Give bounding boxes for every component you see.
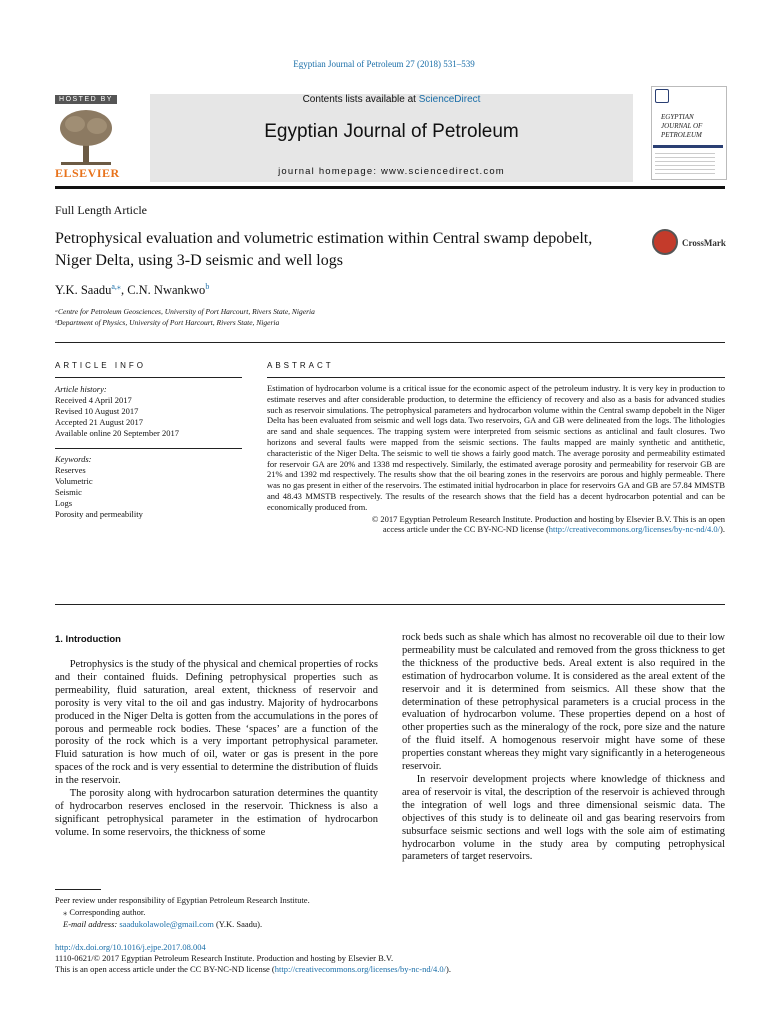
contents-available: Contents lists available at ScienceDirect bbox=[302, 94, 481, 105]
license-note: This is an open access article under the CC BY-NC-ND license (http://creativecommons.org/licenses/by-nc-nd/4.0/). bbox=[55, 964, 451, 974]
crossmark-icon[interactable] bbox=[652, 229, 678, 255]
peer-review-note: Peer review under responsibility of Egyptian Petroleum Research Institute. bbox=[55, 895, 310, 905]
license-link[interactable]: http://creativecommons.org/licenses/by-nc-nd/4.0/ bbox=[548, 524, 721, 535]
paragraph: rock beds such as shale which has almost no recoverable oil due to their low permeability must be calculated and removed from the gross thickness to get the thickness of the productive beds. Areal extent is also required in the estimation of hydrocarbon volume. It is considered as the areal extent of the reservoir and it is determined from seismics. All these show that the determination of these petrophysical parameters is a crucial process in the evaluation of hydrocarbon volume. These properties depend on a host of other properties such as the mineralogy of the rock, pore size and the nature of the fluid itself. A homogenous reservoir might have some of these properties constant whereas they might vary significantly in a heterogeneous reservoir. bbox=[402, 632, 725, 773]
cover-text-lines bbox=[655, 150, 715, 176]
paragraph: The porosity along with hydrocarbon saturation determines the quantity of hydrocarbon reserves enclosed in the reservoir. Thickness is also a significant petrophysical parameter in the estimation of hydrocarbon volume. In some reservoirs, the thickness of some bbox=[55, 788, 378, 838]
license-link[interactable]: http://creativecommons.org/licenses/by-nc-nd/4.0/ bbox=[274, 964, 446, 974]
hosted-by-label: HOSTED BY bbox=[55, 95, 117, 104]
abstract-copyright: © 2017 Egyptian Petroleum Research Institute. Production and hosting by Elsevier B.V. This is an open bbox=[371, 513, 725, 524]
keyword: Logs bbox=[55, 498, 72, 508]
header-rule bbox=[55, 186, 725, 189]
affiliation-a: ᵃCentre for Petroleum Geosciences, University of Port Harcourt, Rivers State, Nigeria bbox=[55, 307, 315, 316]
abstract-license: access article under the CC BY-NC-ND license (http://creativecommons.org/licenses/by-nc-nd/4.0/). bbox=[382, 524, 725, 535]
elsevier-tree-logo bbox=[55, 106, 117, 168]
keyword: Seismic bbox=[55, 487, 82, 497]
abstract-body bbox=[267, 383, 725, 535]
abstract-text: Estimation of hydrocarbon volume is a critical issue for the economic aspect of the petroleum industry. It is very key in production to estimate reserves and after considerable production, to determine the efficiency of recovery and also as a basis for advanced studies such as reservoir simulations. The petrophysical parameters and hydrocarbon volume within the Central swamp depobelt in the Niger Delta has been evaluated from seismic and well logs data. Two reservoirs, GA and GB were delineated from the logs. The lithologies are sand and shale sequences. The trapping system were interpreted from seismic sections as anticlinal and fault closures. Two horizons and several faults were mapped from the seismic sections. The faults mapped are mainly synthetic and antithetic, characteristic of the Niger Delta. The seismic to well tie shows a fairly good match. The average porosity and permeability estimated for reservoir GA are 20% and 1338 md respectively. Similarly, the estimated average porosity and permeability for reservoir GB are 21% and 1392 md respectively. The results show that the oil bearing zones in the reservoirs are porous and highly permeable. There was no gas present in either of the reservoirs. The estimated initial hydrocarbon in place for reservoirs GA and GB are 57.84 MMSTB and 48.43 MMSTB respectively. The results of the research shows that the field has a decent hydrocarbon potential and can be economically produced from. bbox=[267, 383, 725, 512]
cover-title: EGYPTIAN JOURNAL OF PETROLEUM bbox=[661, 113, 703, 139]
history-item: Received 4 April 2017 bbox=[55, 395, 132, 405]
section-heading: 1. Introduction bbox=[55, 634, 121, 645]
footnote-rule bbox=[55, 889, 101, 890]
journal-homepage[interactable]: journal homepage: www.sciencedirect.com bbox=[278, 166, 505, 177]
keyword: Volumetric bbox=[55, 476, 93, 486]
article-info-heading: ARTICLE INFO bbox=[55, 361, 146, 370]
cover-badge-icon bbox=[655, 89, 669, 103]
author-affiliation-marker[interactable]: b bbox=[205, 282, 210, 291]
author-affiliation-marker[interactable]: a,⁎ bbox=[111, 282, 121, 291]
intro-left-column bbox=[55, 659, 378, 840]
abstract-heading: ABSTRACT bbox=[267, 361, 334, 370]
author-name: C.N. Nwankwo bbox=[127, 283, 206, 298]
keyword: Porosity and permeability bbox=[55, 509, 143, 519]
email-link[interactable]: saadukolawole@gmail.com bbox=[119, 919, 214, 929]
paragraph: Petrophysics is the study of the physical and chemical properties of rocks and their contained fluids. Defining petrophysical properties such as permeability, fluid saturation, areal extent, thickness of reservoir and porosity is very vital to the oil and gas industry. Majority of hydrocarbons produced in the Niger Delta is gotten from the accumulations in the pores of porous and permeable rock bodies. These ‘spaces’ are a function of the porosity of the rock which is a very important petrophysical parameter. Fluid saturation is how much of oil, water or gas is present in the pore spaces of the rock and is very essential to determine the distribution of fluids in the reservoir. bbox=[55, 659, 378, 787]
journal-title: Egyptian Journal of Petroleum bbox=[264, 121, 519, 142]
corresponding-note: ⁎ Corresponding author. bbox=[63, 907, 146, 917]
issn-note: 1110-0621/© 2017 Egyptian Petroleum Research Institute. Production and hosting by Elsevier B.V. bbox=[55, 953, 394, 963]
email-note: E-mail address: saadukolawole@gmail.com (Y.K. Saadu). bbox=[63, 919, 263, 929]
article-type: Full Length Article bbox=[55, 203, 147, 217]
history-item: Accepted 21 August 2017 bbox=[55, 417, 144, 427]
history-item: Revised 10 August 2017 bbox=[55, 406, 139, 416]
keyword: Reserves bbox=[55, 465, 86, 475]
intro-right-column bbox=[402, 632, 725, 864]
history-item: Available online 20 September 2017 bbox=[55, 428, 180, 438]
cover-band bbox=[653, 145, 723, 148]
elsevier-logo-text: ELSEVIER bbox=[55, 166, 120, 180]
divider bbox=[55, 448, 242, 449]
journal-citation[interactable]: Egyptian Journal of Petroleum 27 (2018) 531–539 bbox=[293, 59, 475, 69]
author-name: Y.K. Saadu bbox=[55, 283, 112, 298]
author-list: Y.K. Saadu$^{a,⁎}$, C.N. Nwankwo$^b$ bbox=[55, 282, 210, 298]
paragraph: In reservoir development projects where knowledge of thickness and area of reservoir is vital, the description of the reservoir is achieved through the integration of well logs and three dimensional seismic data. The objectives of this study is to delineate oil and gas bearing reservoirs from subsurface seismic sections and well logs with the sole aim of estimating hydrocarbon volume in the study area by computing petrophysical parameters of target reservoirs. bbox=[402, 773, 725, 863]
doi-link[interactable]: http://dx.doi.org/10.1016/j.ejpe.2017.08.004 bbox=[55, 942, 206, 952]
crossmark-label[interactable]: CrossMark bbox=[682, 238, 726, 248]
divider bbox=[55, 604, 725, 605]
sciencedirect-link[interactable]: ScienceDirect bbox=[418, 94, 481, 105]
divider bbox=[55, 377, 242, 378]
affiliation-b: ᵇDepartment of Physics, University of Port Harcourt, Rivers State, Nigeria bbox=[55, 318, 280, 327]
article-title: Petrophysical evaluation and volumetric estimation within Central swamp depobelt, Niger Delta, using 3-D seismic and well logs bbox=[55, 230, 593, 269]
article-history: Article history: Received 4 April 2017 Revised 10 August 2017 Accepted 21 August 2017 Available online 20 September 2017 bbox=[55, 384, 245, 439]
keywords: Keywords: Reserves Volumetric Seismic Logs Porosity and permeability bbox=[55, 454, 245, 520]
divider bbox=[55, 342, 725, 343]
divider bbox=[267, 377, 725, 378]
